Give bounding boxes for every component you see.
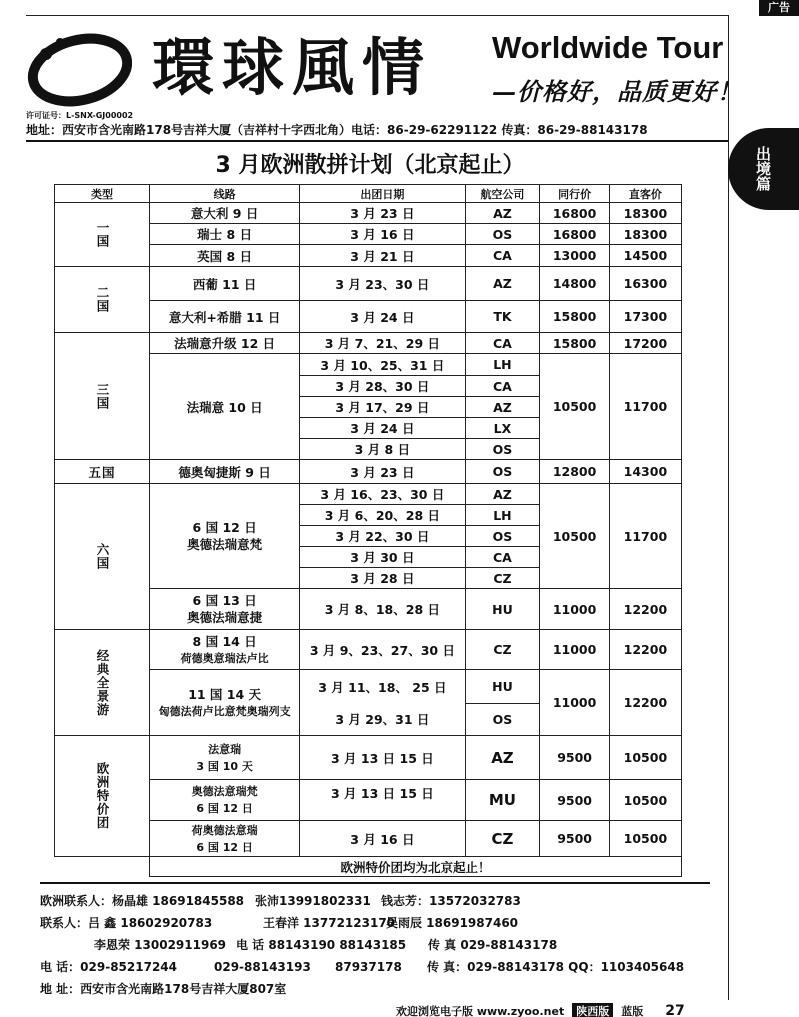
agent-price: 14800 xyxy=(540,267,609,301)
agent-price: 9500 xyxy=(540,736,609,780)
contact-row xyxy=(40,978,684,1000)
departure-dates: 3 月 13 日 15 日 xyxy=(300,780,465,821)
table-row xyxy=(55,460,682,484)
departure-dates: 3 月 23 日 xyxy=(300,203,465,224)
brand-english-name: Worldwide Tour xyxy=(492,30,724,65)
airline: AZ xyxy=(465,736,540,780)
contact-block xyxy=(40,890,684,1000)
agency-address: 地址：西安市含光南路178号吉祥大厦（吉祥村十字西北角）电话：86-29-62291122 传真：86-29-88143178 xyxy=(26,123,648,137)
header-route: 线路 xyxy=(150,185,300,203)
departure-dates: 3 月 16、23、30 日 xyxy=(300,484,465,505)
airline: CA xyxy=(465,333,540,354)
route-countries: 匈德法荷卢比意梵奥瑞列支 xyxy=(158,704,291,718)
special-note: 欧洲特价团均为北京起止！ xyxy=(150,857,682,877)
category-one-country: 一国 xyxy=(55,203,150,267)
edition-color: 蓝版 xyxy=(621,1005,644,1017)
table-row xyxy=(55,301,682,333)
route-name: 荷奥德法意瑞 xyxy=(191,823,258,837)
agent-price: 16800 xyxy=(540,203,609,224)
agent-price: 9500 xyxy=(540,821,609,857)
route: 意大利 9 日 xyxy=(150,203,300,224)
route-name: 6 国 13 日 xyxy=(192,593,257,608)
page-number: 27 xyxy=(665,1003,685,1017)
route-countries: 6 国 12 日 xyxy=(196,802,253,815)
airline: LH xyxy=(465,505,540,526)
airline: LX xyxy=(465,418,540,439)
departure-dates: 3 月 24 日 xyxy=(300,301,465,333)
departure-dates: 3 月 23、30 日 xyxy=(300,267,465,301)
table-note-row xyxy=(55,857,682,877)
table-row xyxy=(55,245,682,267)
departure-dates: 3 月 17、29 日 xyxy=(300,397,465,418)
route-name: 法意瑞 xyxy=(208,742,242,756)
route-name: 6 国 12 日 xyxy=(192,520,257,535)
retail-price: 16300 xyxy=(609,267,681,301)
phone-number: 029-88143193 xyxy=(214,960,311,974)
contact-europe: 欧洲联系人：杨晶雄 18691845588 xyxy=(40,894,245,908)
retail-price: 14500 xyxy=(609,245,681,267)
footer xyxy=(396,1003,685,1017)
ad-tag: 广告 xyxy=(759,0,799,16)
contact: 王春洋 13772123170 xyxy=(263,916,396,930)
agent-price: 12800 xyxy=(540,460,609,484)
airline: OS xyxy=(465,704,540,736)
table-row xyxy=(55,736,682,780)
table-row xyxy=(55,780,682,821)
retail-price: 18300 xyxy=(609,203,681,224)
route-countries: 荷德奥意瑞法卢比 xyxy=(180,651,269,665)
category-two-countries: 二国 xyxy=(55,267,150,333)
category-europe-special: 欧洲特价团 xyxy=(55,736,150,857)
header-dates: 出团日期 xyxy=(300,185,465,203)
outbound-section-tab: 出 境 篇 xyxy=(728,128,799,210)
retail-price: 10500 xyxy=(609,821,681,857)
route: 德奥匈捷斯 9 日 xyxy=(150,460,300,484)
airline: CA xyxy=(465,245,540,267)
phone-numbers: 电 话 88143190 88143185 xyxy=(236,938,407,952)
departure-dates: 3 月 6、20、28 日 xyxy=(300,505,465,526)
departure-dates: 3 月 21 日 xyxy=(300,245,465,267)
table-row xyxy=(55,484,682,505)
departure-dates: 3 月 23 日 xyxy=(300,460,465,484)
departure-dates: 3 月 8 日 xyxy=(300,439,465,460)
contact: 吴雨辰 18691987460 xyxy=(386,916,519,930)
departure-dates: 3 月 22、30 日 xyxy=(300,526,465,547)
agent-price: 9500 xyxy=(540,780,609,821)
top-border xyxy=(26,15,729,16)
agent-price: 10500 xyxy=(540,484,609,589)
table-row xyxy=(55,203,682,224)
table-row xyxy=(55,630,682,670)
route xyxy=(150,736,300,780)
airline: MU xyxy=(465,780,540,821)
phone-number: 87937178 xyxy=(335,960,402,974)
route: 瑞士 8 日 xyxy=(150,224,300,245)
table-row xyxy=(55,589,682,630)
airline: OS xyxy=(465,439,540,460)
route-countries: 3 国 10 天 xyxy=(196,759,253,773)
agent-price: 15800 xyxy=(540,301,609,333)
retail-price: 12200 xyxy=(609,589,681,630)
airline: OS xyxy=(465,526,540,547)
table-row xyxy=(55,267,682,301)
airline: AZ xyxy=(465,484,540,505)
departure-dates: 3 月 28 日 xyxy=(300,568,465,589)
departure-dates: 3 月 9、23、27、30 日 xyxy=(300,630,465,670)
table-header-row xyxy=(55,185,682,203)
retail-price: 11700 xyxy=(609,354,681,460)
divider xyxy=(26,140,728,142)
airline: HU xyxy=(465,670,540,704)
agent-price: 11000 xyxy=(540,670,609,736)
airline: CA xyxy=(465,547,540,568)
route: 法瑞意升级 12 日 xyxy=(150,333,300,354)
table-row xyxy=(55,333,682,354)
route xyxy=(150,670,300,736)
agent-price: 16800 xyxy=(540,224,609,245)
contact: 李恩荣 13002911969 xyxy=(94,938,227,952)
footer-welcome: 欢迎浏览电子版 www.zyoo.net xyxy=(396,1005,565,1017)
agent-price: 11000 xyxy=(540,589,609,630)
retail-price: 11700 xyxy=(609,484,681,589)
phone-number: 电 话：029-85217244 xyxy=(40,960,178,974)
edition-badge: 陕西版 xyxy=(572,1003,613,1017)
fax-number: 传 真 029-88143178 xyxy=(428,938,558,952)
agent-price: 13000 xyxy=(540,245,609,267)
divider xyxy=(40,882,710,884)
retail-price: 10500 xyxy=(609,780,681,821)
retail-price: 17200 xyxy=(609,333,681,354)
contact: 张沛13991802331 xyxy=(255,894,371,908)
airline: OS xyxy=(465,224,540,245)
fax-qq: 传 真：029-88143178 QQ：1103405648 xyxy=(427,960,685,974)
route-countries: 6 国 12 日 xyxy=(196,840,253,854)
retail-price: 10500 xyxy=(609,736,681,780)
airline: AZ xyxy=(465,397,540,418)
retail-price: 14300 xyxy=(609,460,681,484)
airline: OS xyxy=(465,460,540,484)
retail-price: 12200 xyxy=(609,670,681,736)
header-type: 类型 xyxy=(55,185,150,203)
airline: CZ xyxy=(465,630,540,670)
route: 意大利+希腊 11 日 xyxy=(150,301,300,333)
route-name: 奥德法意瑞梵 xyxy=(191,785,258,798)
category-six-countries: 六国 xyxy=(55,484,150,630)
table-row xyxy=(55,224,682,245)
brand-title: 環球風情 xyxy=(152,31,433,104)
departure-dates: 3 月 16 日 xyxy=(300,821,465,857)
contact-row xyxy=(40,890,684,912)
airline: CZ xyxy=(465,821,540,857)
airline: TK xyxy=(465,301,540,333)
departure-dates: 3 月 30 日 xyxy=(300,547,465,568)
airline: AZ xyxy=(465,203,540,224)
route-countries: 奥德法瑞意梵 xyxy=(187,537,263,552)
departure-dates: 3 月 7、21、29 日 xyxy=(300,333,465,354)
airline: HU xyxy=(465,589,540,630)
header-airline: 航空公司 xyxy=(465,185,540,203)
category-five-countries: 五国 xyxy=(55,460,150,484)
retail-price: 17300 xyxy=(609,301,681,333)
route-countries: 奥德法瑞意捷 xyxy=(187,610,263,625)
tour-schedule-table xyxy=(54,184,682,877)
license-number: 许可证号：L-SNX-GJ00002 xyxy=(26,111,134,120)
contact: 钱志芳：13572032783 xyxy=(381,894,521,908)
retail-price: 12200 xyxy=(609,630,681,670)
departure-dates: 3 月 28、30 日 xyxy=(300,376,465,397)
globe-logo-icon xyxy=(24,28,132,108)
route: 法瑞意 10 日 xyxy=(150,354,300,460)
agent-price: 15800 xyxy=(540,333,609,354)
contact-row xyxy=(40,934,684,956)
route xyxy=(150,821,300,857)
route-name: 8 国 14 日 xyxy=(192,633,257,649)
route: 西葡 11 日 xyxy=(150,267,300,301)
departure-dates: 3 月 16 日 xyxy=(300,224,465,245)
office-address: 地 址：西安市含光南路178号吉祥大厦807室 xyxy=(40,982,287,996)
departure-dates: 3 月 24 日 xyxy=(300,418,465,439)
departure-dates: 3 月 11、18、 25 日 xyxy=(300,670,465,704)
table-row xyxy=(55,821,682,857)
category-three-countries: 三国 xyxy=(55,333,150,460)
brand-slogan: —价格好，品质更好！ xyxy=(492,77,742,106)
route xyxy=(150,780,300,821)
contact-row xyxy=(40,912,684,934)
contact-row xyxy=(40,956,684,978)
airline: CA xyxy=(465,376,540,397)
departure-dates: 3 月 8、18、28 日 xyxy=(300,589,465,630)
plan-title: 3 月欧洲散拼计划（北京起止） xyxy=(215,153,525,178)
route xyxy=(150,630,300,670)
departure-dates: 3 月 13 日 15 日 xyxy=(300,736,465,780)
contact: 联系人：吕 鑫 18602920783 xyxy=(40,916,213,930)
airline: AZ xyxy=(465,267,540,301)
note-spacer xyxy=(55,857,150,877)
agent-price: 10500 xyxy=(540,354,609,460)
route-name: 11 国 14 天 xyxy=(188,686,262,702)
header-agent-price: 同行价 xyxy=(540,185,609,203)
route: 英国 8 日 xyxy=(150,245,300,267)
agent-price: 11000 xyxy=(540,630,609,670)
table-row xyxy=(55,354,682,376)
route xyxy=(150,589,300,630)
table-row xyxy=(55,670,682,704)
header-retail-price: 直客价 xyxy=(609,185,681,203)
airline: LH xyxy=(465,354,540,376)
category-classic-panorama: 经典全景游 xyxy=(55,630,150,736)
departure-dates: 3 月 10、25、31 日 xyxy=(300,354,465,376)
retail-price: 18300 xyxy=(609,224,681,245)
airline: CZ xyxy=(465,568,540,589)
route xyxy=(150,484,300,589)
departure-dates: 3 月 29、31 日 xyxy=(300,704,465,736)
